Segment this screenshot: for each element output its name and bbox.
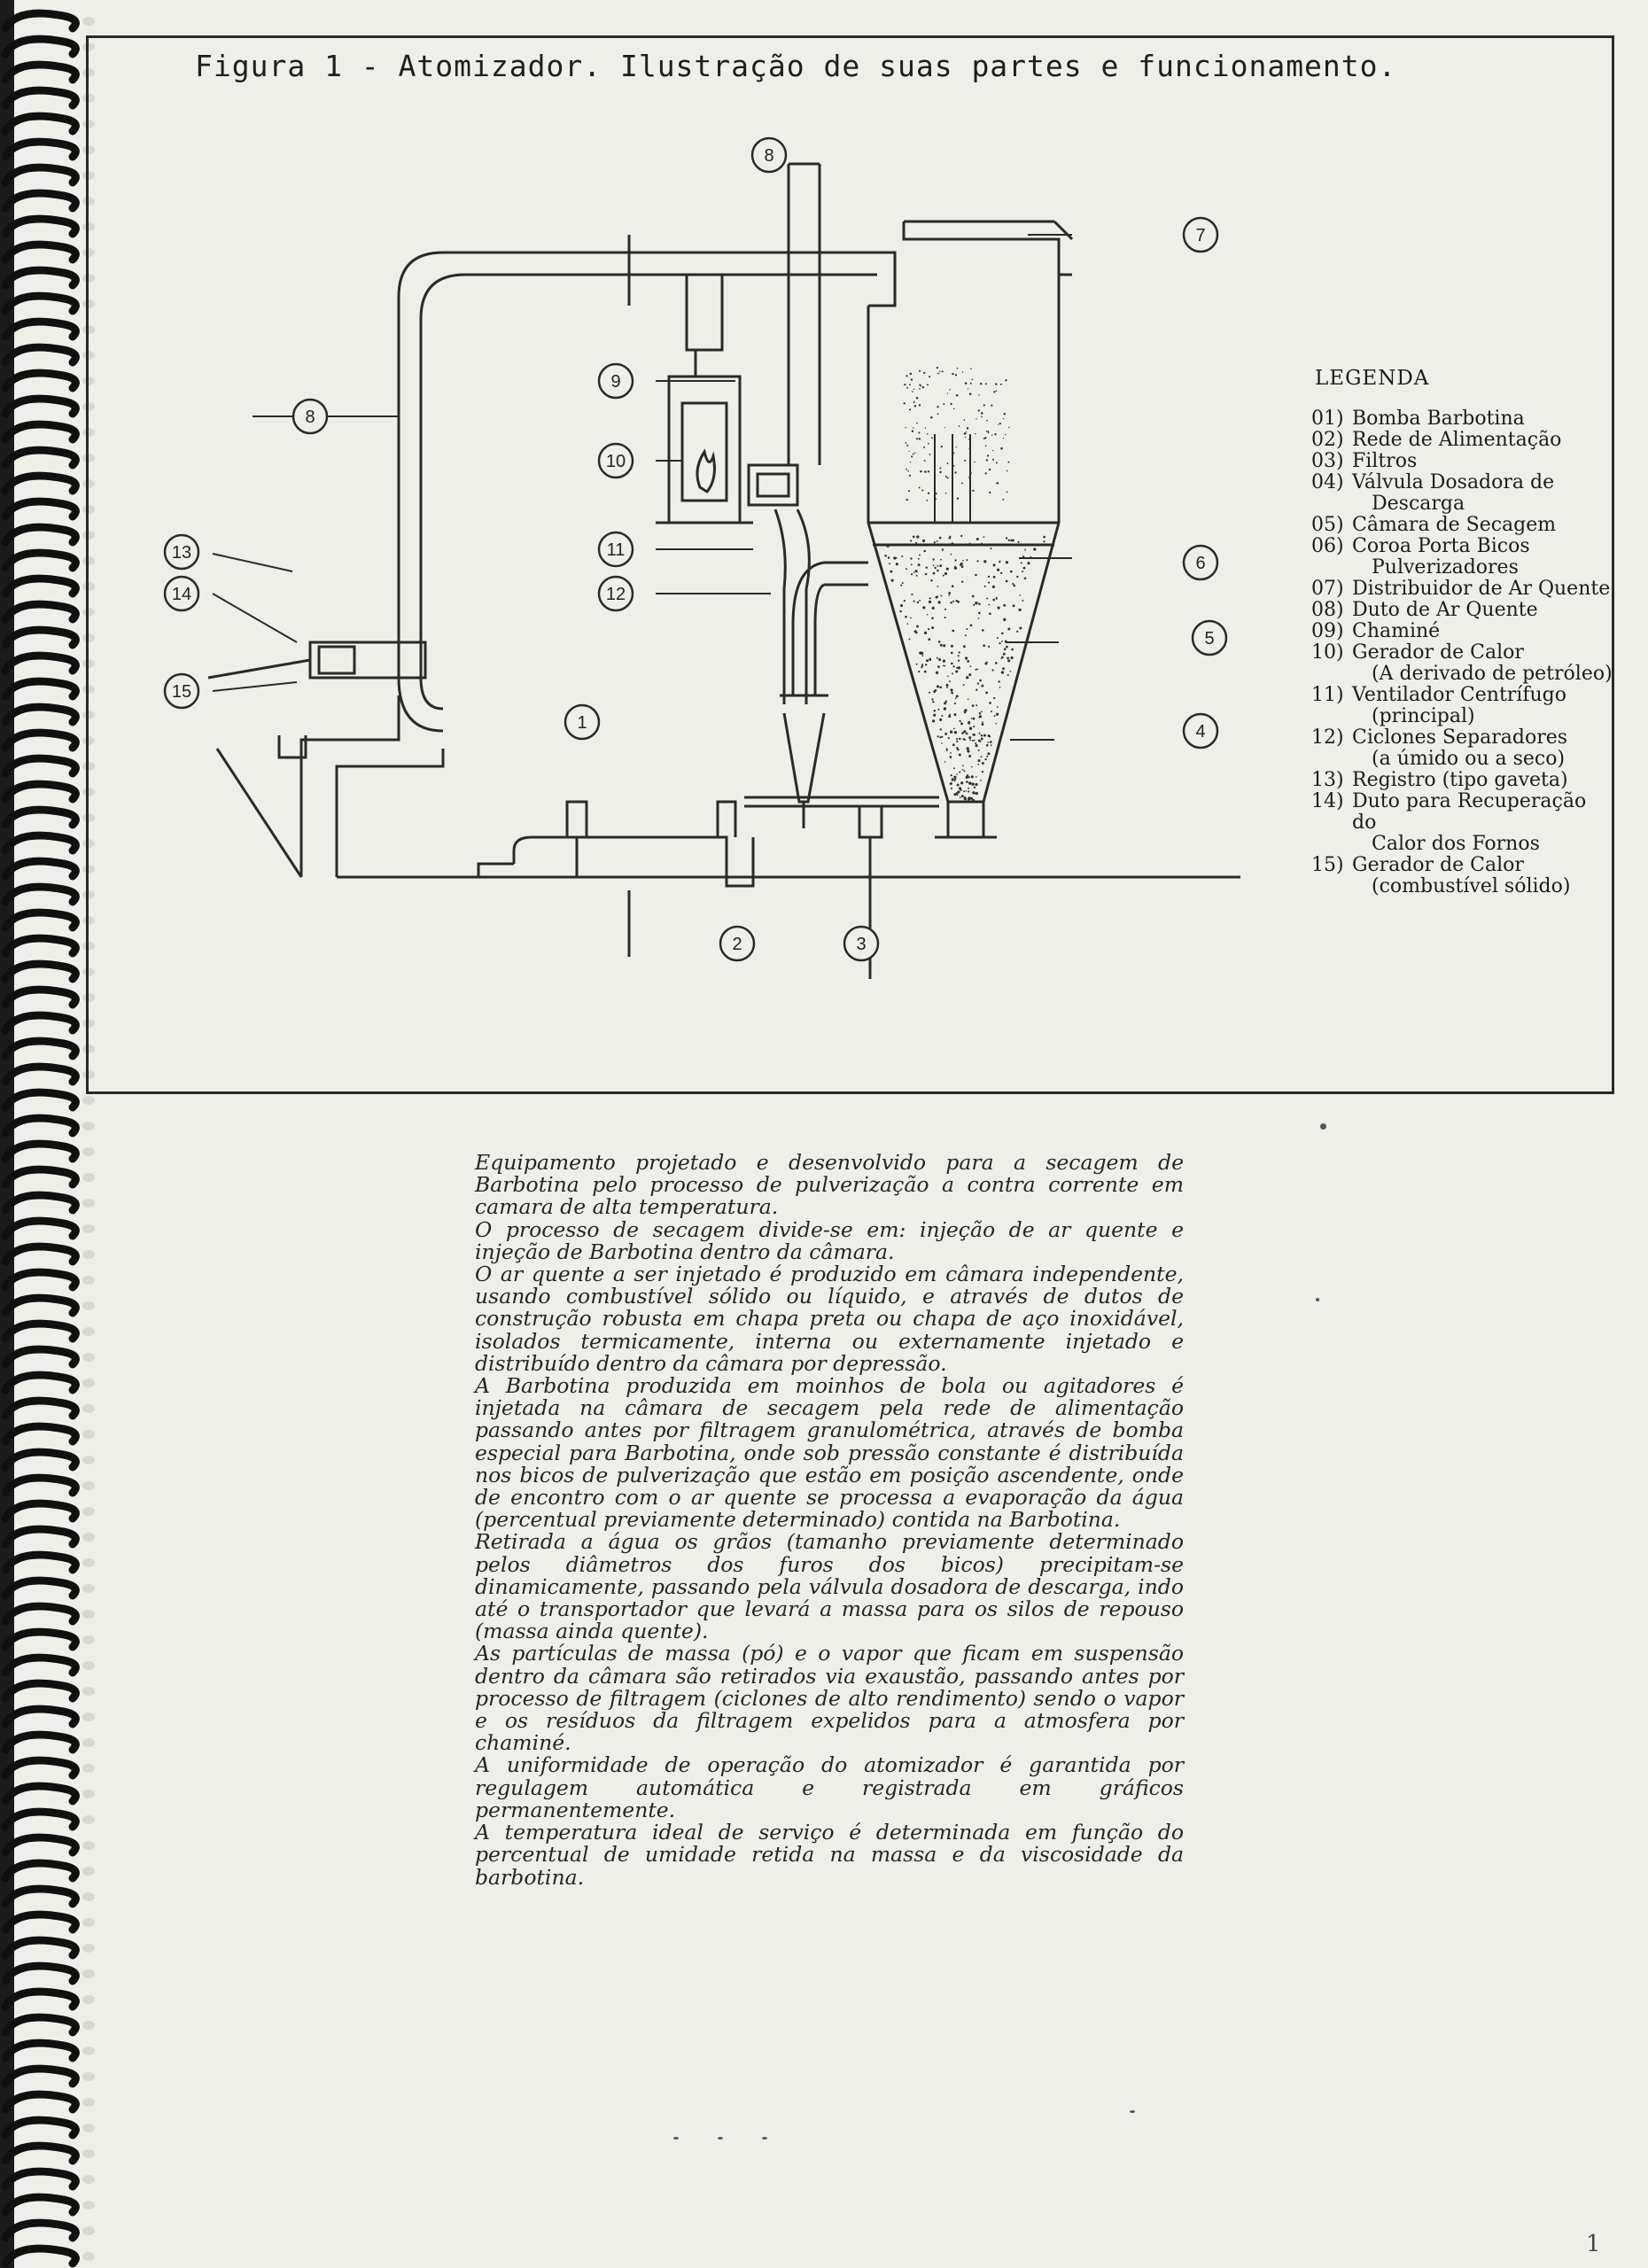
- legend-item-number: 02): [1311, 429, 1344, 451]
- diagram-marker-label: 2: [732, 935, 742, 954]
- legend-item-continuation: (principal): [1372, 705, 1475, 727]
- legend-item-number: 14): [1311, 790, 1344, 812]
- legend-title: LEGENDA: [1315, 367, 1430, 390]
- legend-item-number: 10): [1311, 641, 1344, 664]
- legend-item: [1311, 451, 1613, 472]
- legend-item-text: Duto de Ar Quente: [1352, 599, 1538, 621]
- legend-item-text: Gerador de Calor: [1352, 854, 1524, 876]
- legend-item-text: Chaminé: [1352, 620, 1441, 642]
- spray-particles: [884, 367, 1046, 802]
- spray-nozzles: [935, 434, 970, 523]
- diagram-marker: [165, 535, 198, 569]
- legend-item-label: [1352, 579, 1613, 600]
- diagram-marker: [1184, 546, 1217, 579]
- legend-item: [1311, 642, 1613, 685]
- legend-item: [1311, 579, 1613, 600]
- diagram-marker: [599, 532, 633, 566]
- legend-item-number: 08): [1311, 599, 1344, 621]
- atomizer-diagram: [133, 128, 1276, 983]
- heat-generator: [656, 377, 753, 523]
- diagram-marker-label: 9: [610, 372, 621, 392]
- description-paragraph: A Barbotina produzida em moinhos de bola ou agitadores é injetada na câmara de secagem pela rede de alimentação passando antes por filtragem granulométrica, através de bomba especial para Barbotina, onde sob pressão constante é distribuída nos bicos de pulverização que estão em posição ascendente, onde de encontro com o ar quente se processa a evaporação da água (percentual previamente determinado) contida na Barbotina.: [475, 1373, 1184, 1533]
- legend-item-label: [1352, 621, 1613, 642]
- legend-item: [1311, 515, 1613, 536]
- diagram-marker-label: 6: [1195, 554, 1206, 573]
- legend-item-continuation: Calor dos Fornos: [1372, 833, 1540, 855]
- legend-item-number: 03): [1311, 450, 1344, 472]
- legend-item-text: Coroa Porta Bicos: [1352, 535, 1530, 557]
- legend-item-text: Ventilador Centrífugo: [1352, 684, 1566, 706]
- diagram-marker: [599, 364, 633, 398]
- legend-item: [1311, 727, 1613, 770]
- legend-item-number: 12): [1311, 726, 1344, 749]
- page-number: 1: [1586, 2231, 1601, 2257]
- figure-title: Figura 1 - Atomizador. Ilustração de suas partes e funcionamento.: [195, 49, 1397, 83]
- diagram-marker: [165, 674, 198, 708]
- drying-chamber: [868, 275, 1059, 837]
- legend-item-label: [1352, 642, 1613, 685]
- legend-item-text: Filtros: [1352, 450, 1418, 472]
- description-paragraph: O ar quente a ser injetado é produzido em câmara independente, usando combustível sólido ou líquido, e através de dutos de construção robusta em chapa preta ou chapa de aço inoxidável, isolados termicamente, interna ou externamente injetado e distribuído dentro da câmara por depressão.: [475, 1262, 1184, 1376]
- solid-fuel-generator: [208, 642, 443, 877]
- legend-item-continuation: Pulverizadores: [1372, 556, 1519, 579]
- legend-item-number: 04): [1311, 471, 1344, 493]
- speck: [673, 2137, 679, 2140]
- legend-item-text: Ciclones Separadores: [1352, 726, 1568, 749]
- diagram-marker-label: 8: [305, 408, 315, 427]
- diagram-marker-label: 14: [171, 585, 192, 604]
- diagram-marker: [599, 444, 633, 478]
- diagram-marker: [565, 705, 599, 739]
- diagram-marker: [1184, 218, 1217, 252]
- legend-item: [1311, 430, 1613, 451]
- diagram-marker-label: 4: [1195, 722, 1206, 742]
- cyclones: [780, 563, 868, 828]
- legend-item-label: [1352, 408, 1613, 430]
- hot-air-distributor: [700, 221, 1072, 306]
- legend-item-number: 13): [1311, 769, 1344, 791]
- description-text: [475, 1152, 1184, 1889]
- legend-item-label: [1352, 515, 1613, 536]
- legend-item-text: Distribuidor de Ar Quente: [1352, 578, 1611, 600]
- legend-item-number: 11): [1311, 684, 1344, 706]
- diagram-marker-label: 15: [171, 682, 192, 702]
- speck: [718, 2137, 723, 2140]
- legend-item-label: [1352, 685, 1613, 727]
- leader-lines: [213, 235, 1072, 740]
- diagram-marker: [752, 138, 786, 172]
- legend-item-text: Duto para Recuperação do: [1352, 790, 1587, 834]
- legend-item-continuation: (A derivado de petróleo): [1372, 663, 1613, 685]
- legend-item-text: Câmara de Secagem: [1352, 514, 1557, 536]
- legend-item-label: [1352, 600, 1613, 621]
- diagram-marker: [844, 927, 878, 960]
- legend-item-number: 01): [1311, 408, 1344, 430]
- legend-item: [1311, 770, 1613, 791]
- legend-item-label: [1352, 855, 1613, 897]
- legend-item-number: 07): [1311, 578, 1344, 600]
- diagram-marker: [165, 577, 198, 610]
- legend-item-number: 09): [1311, 620, 1344, 642]
- description-paragraph: A temperatura ideal de serviço é determinada em função do percentual de umidade retida na massa e da viscosidade da barbotina.: [475, 1820, 1184, 1890]
- diagram-marker-label: 8: [764, 146, 774, 166]
- speck: [1316, 1298, 1319, 1301]
- legend: [1311, 368, 1613, 897]
- legend-item-number: 06): [1311, 535, 1344, 557]
- legend-list: [1311, 408, 1613, 897]
- legend-item-label: [1352, 536, 1613, 579]
- legend-item: [1311, 536, 1613, 579]
- legend-item-continuation: (a úmido ou a seco): [1372, 748, 1566, 770]
- speck: [1320, 1123, 1326, 1130]
- diagram-marker: [1184, 714, 1217, 748]
- speck: [762, 2137, 767, 2140]
- legend-item: [1311, 408, 1613, 430]
- legend-item-label: [1352, 472, 1613, 515]
- legend-item: [1311, 791, 1613, 855]
- diagram-marker: [599, 577, 633, 610]
- description-paragraph: Retirada a água os grãos (tamanho previamente determinado pelos diâmetros dos furos dos bicos) precipitam-se dinamicamente, passando pela válvula dosadora de descarga, indo até o transportador que levará a massa para os silos de repouso (massa ainda quente).: [475, 1529, 1184, 1644]
- diagram-marker-label: 7: [1195, 226, 1206, 245]
- legend-item-text: Rede de Alimentação: [1352, 429, 1562, 451]
- legend-item-label: [1352, 770, 1613, 791]
- diagram-marker: [293, 400, 327, 433]
- legend-item-number: 05): [1311, 514, 1344, 536]
- legend-item: [1311, 685, 1613, 727]
- hot-air-duct: [399, 235, 722, 731]
- diagram-marker-label: 5: [1204, 629, 1215, 649]
- legend-item-continuation: Descarga: [1372, 493, 1465, 515]
- diagram-marker-label: 3: [856, 935, 867, 954]
- legend-item: [1311, 472, 1613, 515]
- legend-item-number: 15): [1311, 854, 1344, 876]
- diagram-marker-label: 11: [606, 540, 626, 560]
- legend-item-label: [1352, 791, 1613, 855]
- diagram-marker-label: 1: [577, 713, 587, 733]
- legend-item-text: Registro (tipo gaveta): [1352, 769, 1568, 791]
- diagram-marker-label: 13: [171, 543, 192, 563]
- legend-item-text: Válvula Dosadora de: [1352, 471, 1555, 493]
- speck: [1130, 2110, 1135, 2113]
- legend-item-continuation: (combustível sólido): [1372, 875, 1571, 897]
- description-paragraph: A uniformidade de operação do atomizador é garantida por regulagem automática e registrada em gráficos permanentemente.: [475, 1752, 1184, 1822]
- diagram-marker-label: 12: [605, 585, 626, 604]
- legend-item-label: [1352, 430, 1613, 451]
- description-paragraph: As partículas de massa (pó) e o vapor que ficam em suspensão dentro da câmara são retirados via exaustão, passando antes por processo de filtragem (ciclones de alto rendimento) sendo o vapor e os resíduos da filtragem expelidos para a atmosfera por chaminé.: [475, 1641, 1184, 1756]
- diagram-marker-label: 10: [605, 452, 626, 471]
- diagram-marker: [720, 927, 754, 960]
- diagram-marker: [1193, 621, 1226, 655]
- legend-item: [1311, 855, 1613, 897]
- legend-item: [1311, 600, 1613, 621]
- description-paragraph: Equipamento projetado e desenvolvido para a secagem de Barbotina pelo processo de pulverização a contra corrente em camara de alta temperatura.: [475, 1150, 1184, 1220]
- chimney: [789, 164, 820, 465]
- legend-item-label: [1352, 451, 1613, 472]
- legend-item-label: [1352, 727, 1613, 770]
- description-paragraph: O processo de secagem divide-se em: injeção de ar quente e injeção de Barbotina dentro da câmara.: [475, 1216, 1184, 1264]
- legend-item: [1311, 621, 1613, 642]
- legend-item-text: Gerador de Calor: [1352, 641, 1524, 664]
- legend-item-text: Bomba Barbotina: [1352, 408, 1525, 430]
